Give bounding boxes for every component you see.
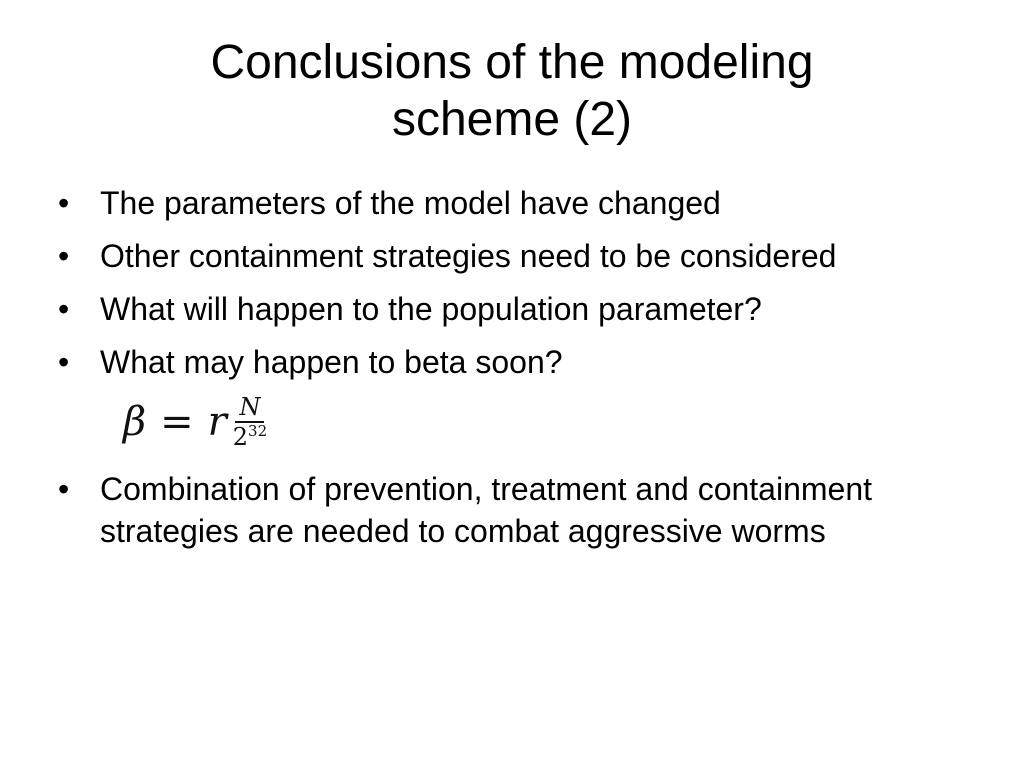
slide-title xyxy=(0,34,1024,148)
bullet-item-combination xyxy=(58,468,958,552)
bullet-marker: • xyxy=(58,238,70,274)
bullet-text: Other containment strategies need to be considered xyxy=(100,238,837,274)
formula-fraction xyxy=(233,394,267,450)
bullet-item-parameters xyxy=(58,182,958,224)
bullet-marker: • xyxy=(58,185,70,221)
bullet-item-beta xyxy=(58,341,958,383)
bullet-marker: • xyxy=(58,344,70,380)
formula-equals: = xyxy=(160,399,194,445)
formula-numerator: N xyxy=(235,394,264,423)
slide-title-line-1: Conclusions of the modeling xyxy=(210,36,814,89)
bullet-text: What will happen to the population parameter? xyxy=(100,291,762,327)
slide-title-line-2: scheme (2) xyxy=(391,93,633,146)
formula-beta: β xyxy=(123,399,147,445)
bullet-text: Combination of prevention, treatment and containment strategies are needed to combat aggressive worms xyxy=(100,471,873,549)
formula-denominator-exponent: 32 xyxy=(248,422,268,440)
bullet-item-containment xyxy=(58,235,958,277)
bullet-text: What may happen to beta soon? xyxy=(100,344,563,380)
bullet-item-population xyxy=(58,288,958,330)
beta-formula xyxy=(123,394,267,450)
formula-denominator-base: 2 xyxy=(232,423,249,451)
formula-r: r xyxy=(207,399,227,445)
bullet-marker: • xyxy=(58,471,70,507)
bullet-list xyxy=(58,182,958,563)
formula-row xyxy=(58,394,958,458)
bullet-text: The parameters of the model have changed xyxy=(100,185,721,221)
formula-denominator xyxy=(233,423,267,450)
bullet-marker: • xyxy=(58,291,70,327)
